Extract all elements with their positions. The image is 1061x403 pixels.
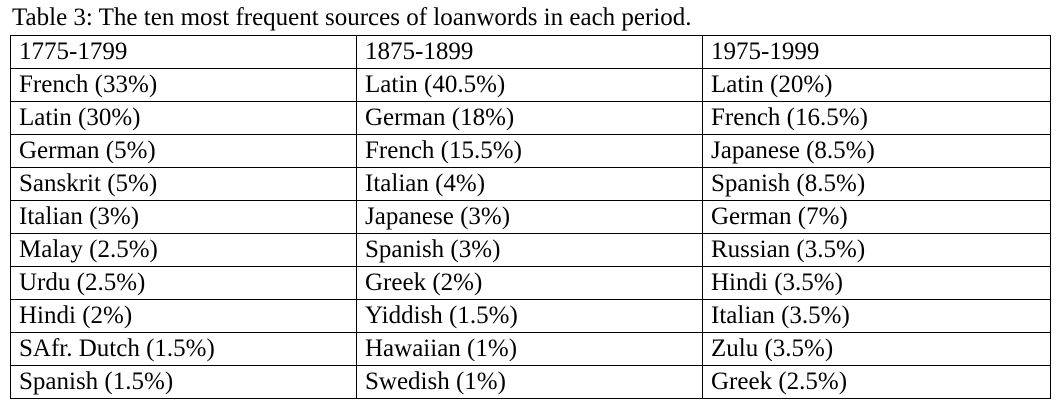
- table-cell: French (15.5%): [357, 135, 703, 168]
- table-cell: German (18%): [357, 102, 703, 135]
- table-row: [11, 168, 1051, 201]
- column-header-1775-1799: 1775-1799: [11, 36, 357, 69]
- table-row: [11, 69, 1051, 102]
- table-cell: Greek (2%): [357, 267, 703, 300]
- table-cell: Spanish (8.5%): [703, 168, 1051, 201]
- table-cell: Hindi (2%): [11, 300, 357, 333]
- table-cell: Italian (3%): [11, 201, 357, 234]
- table-cell: Latin (20%): [703, 69, 1051, 102]
- table-row: [11, 300, 1051, 333]
- table-cell: Latin (40.5%): [357, 69, 703, 102]
- table-cell: Urdu (2.5%): [11, 267, 357, 300]
- table-cell: Hindi (3.5%): [703, 267, 1051, 300]
- table-cell: Greek (2.5%): [703, 366, 1051, 399]
- table-cell: French (33%): [11, 69, 357, 102]
- table-cell: Spanish (1.5%): [11, 366, 357, 399]
- table-cell: Malay (2.5%): [11, 234, 357, 267]
- table-row: [11, 333, 1051, 366]
- column-header-1975-1999: 1975-1999: [703, 36, 1051, 69]
- table-cell: Sanskrit (5%): [11, 168, 357, 201]
- table-header-row: [11, 36, 1051, 69]
- table-cell: Hawaiian (1%): [357, 333, 703, 366]
- table-row: [11, 135, 1051, 168]
- table-row: [11, 201, 1051, 234]
- table-cell: Italian (3.5%): [703, 300, 1051, 333]
- table-cell: SAfr. Dutch (1.5%): [11, 333, 357, 366]
- table-row: [11, 366, 1051, 399]
- table-cell: German (7%): [703, 201, 1051, 234]
- table-caption: Table 3: The ten most frequent sources of loanwords in each period.: [12, 4, 692, 31]
- table-row: [11, 234, 1051, 267]
- loanword-sources-table: [10, 35, 1051, 399]
- column-header-1875-1899: 1875-1899: [357, 36, 703, 69]
- table-row: [11, 102, 1051, 135]
- table-cell: Swedish (1%): [357, 366, 703, 399]
- table-cell: French (16.5%): [703, 102, 1051, 135]
- table-cell: Yiddish (1.5%): [357, 300, 703, 333]
- table-cell: German (5%): [11, 135, 357, 168]
- table-cell: Russian (3.5%): [703, 234, 1051, 267]
- table-cell: Zulu (3.5%): [703, 333, 1051, 366]
- table-cell: Spanish (3%): [357, 234, 703, 267]
- table-cell: Latin (30%): [11, 102, 357, 135]
- table-cell: Japanese (8.5%): [703, 135, 1051, 168]
- table-cell: Italian (4%): [357, 168, 703, 201]
- table-cell: Japanese (3%): [357, 201, 703, 234]
- table-row: [11, 267, 1051, 300]
